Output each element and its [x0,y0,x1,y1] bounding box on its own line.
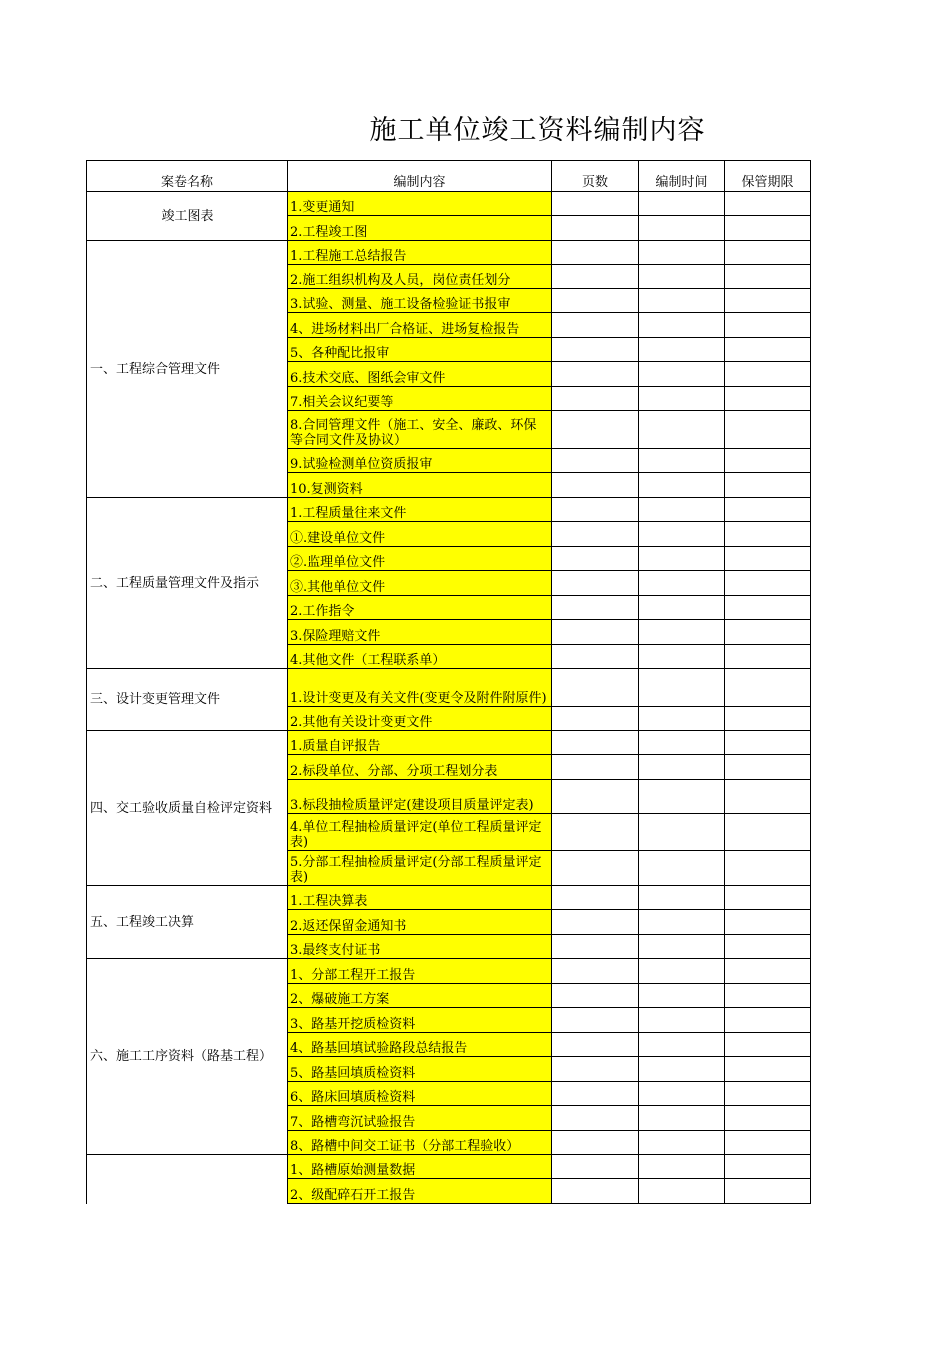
compile-time-cell[interactable] [639,886,725,910]
compile-time-cell[interactable] [639,596,725,620]
pages-cell[interactable] [552,596,639,620]
content-item-cell [288,620,552,645]
compile-time-cell[interactable] [639,522,725,547]
content-item-cell [288,498,552,522]
compile-time-cell[interactable] [639,192,725,216]
compile-time-cell[interactable] [639,1106,725,1131]
pages-cell[interactable] [552,1179,639,1204]
content-item-text: ②.监理单位文件 [290,555,386,570]
retention-cell[interactable] [725,411,811,449]
content-item-cell [288,886,552,910]
retention-cell[interactable] [725,596,811,620]
compile-time-cell[interactable] [639,1082,725,1106]
compile-time-cell[interactable] [639,1033,725,1057]
compile-time-cell[interactable] [639,1155,725,1179]
content-item-text: 8、路槽中间交工证书（分部工程验收） [290,1139,520,1154]
retention-cell[interactable] [725,669,811,707]
compile-time-cell[interactable] [639,1008,725,1033]
page-title: 施工单位竣工资料编制内容 [369,115,706,146]
category-cell: 竣工图表 [87,192,288,241]
pages-cell[interactable] [552,498,639,522]
retention-cell[interactable] [725,498,811,522]
compile-time-cell[interactable] [639,1131,725,1155]
retention-cell[interactable] [725,959,811,984]
pages-cell[interactable] [552,886,639,910]
compile-time-cell[interactable] [639,449,725,473]
pages-cell[interactable] [552,1082,639,1106]
content-item-cell [288,1106,552,1131]
retention-cell[interactable] [725,1131,811,1155]
compile-time-cell[interactable] [639,362,725,387]
retention-cell[interactable] [725,547,811,571]
content-item-cell [288,522,552,547]
pages-cell[interactable] [552,851,639,886]
content-item-cell [288,216,552,241]
content-item-text: 3.试验、测量、施工设备检验证书报审 [290,297,511,312]
content-item-text: 10.复测资料 [290,482,363,497]
compile-time-cell[interactable] [639,814,725,851]
content-item-text: 6.技术交底、图纸会审文件 [290,371,446,386]
content-item-cell [288,1033,552,1057]
header-retention: 保管期限 [725,161,811,192]
archive-table [86,160,811,1204]
pages-cell[interactable] [552,411,639,449]
compile-time-cell[interactable] [639,265,725,289]
content-item-text: 1.变更通知 [290,200,355,215]
content-item-cell [288,338,552,362]
retention-cell[interactable] [725,910,811,935]
header-row [87,161,811,192]
table-row [87,498,811,522]
category-cell: 三、设计变更管理文件 [87,669,288,731]
content-item-cell [288,780,552,814]
table-row [87,731,811,755]
content-item-text: 3.最终支付证书 [290,943,381,958]
pages-cell[interactable] [552,669,639,707]
pages-cell[interactable] [552,473,639,498]
content-item-text: 4.其他文件（工程联系单） [290,653,446,668]
content-item-cell [288,910,552,935]
content-item-cell [288,596,552,620]
content-item-text: 4.单位工程抽检质量评定(单位工程质量评定表) [290,820,542,850]
content-item-text: 3.标段抽检质量评定(建设项目质量评定表) [290,798,534,813]
compile-time-cell[interactable] [639,707,725,731]
content-item-text: 2.标段单位、分部、分项工程划分表 [290,764,498,779]
pages-cell[interactable] [552,1057,639,1082]
content-item-cell [288,814,552,851]
header-pages: 页数 [552,161,639,192]
header-content: 编制内容 [288,161,552,192]
compile-time-cell[interactable] [639,313,725,338]
retention-cell[interactable] [725,313,811,338]
pages-cell[interactable] [552,571,639,596]
content-item-text: 5.分部工程抽检质量评定(分部工程质量评定表) [290,855,542,885]
retention-cell[interactable] [725,522,811,547]
retention-cell[interactable] [725,851,811,886]
pages-cell[interactable] [552,1008,639,1033]
content-item-cell [288,547,552,571]
retention-cell[interactable] [725,1008,811,1033]
retention-cell[interactable] [725,192,811,216]
content-item-text: 1.工程质量往来文件 [290,506,407,521]
compile-time-cell[interactable] [639,669,725,707]
content-item-text: 2、爆破施工方案 [290,992,390,1007]
content-item-cell [288,1008,552,1033]
compile-time-cell[interactable] [639,645,725,669]
content-item-text: 2.工作指令 [290,604,355,619]
pages-cell[interactable] [552,265,639,289]
content-item-cell [288,362,552,387]
compile-time-cell[interactable] [639,338,725,362]
category-cell: 五、工程竣工决算 [87,886,288,959]
content-item-text: 9.试验检测单位资质报审 [290,457,433,472]
compile-time-cell[interactable] [639,1057,725,1082]
retention-cell[interactable] [725,449,811,473]
content-item-cell [288,959,552,984]
content-item-text: 2.返还保留金通知书 [290,919,407,934]
retention-cell[interactable] [725,1033,811,1057]
content-item-cell [288,289,552,313]
content-item-cell [288,731,552,755]
retention-cell[interactable] [725,886,811,910]
pages-cell[interactable] [552,707,639,731]
content-item-text: 6、路床回填质检资料 [290,1090,416,1105]
content-item-text: 2.其他有关设计变更文件 [290,715,433,730]
table-row [87,886,811,910]
pages-cell[interactable] [552,910,639,935]
content-item-text: 4、进场材料出厂合格证、进场复检报告 [290,322,520,337]
pages-cell[interactable] [552,547,639,571]
content-item-cell [288,571,552,596]
compile-time-cell[interactable] [639,755,725,780]
content-item-cell [288,241,552,265]
content-item-cell [288,411,552,449]
compile-time-cell[interactable] [639,984,725,1008]
pages-cell[interactable] [552,780,639,814]
table-row [87,669,811,707]
content-item-text: ③.其他单位文件 [290,580,386,595]
content-item-cell [288,1057,552,1082]
content-item-text: 7、路槽弯沉试验报告 [290,1115,416,1130]
content-item-cell [288,387,552,411]
content-item-text: 5、路基回填质检资料 [290,1066,416,1081]
content-item-text: 1.工程施工总结报告 [290,249,407,264]
table-row [87,959,811,984]
content-item-text: 8.合同管理文件（施工、安全、廉政、环保等合同文件及协议） [290,418,537,448]
content-item-cell [288,313,552,338]
category-cell: 一、工程综合管理文件 [87,241,288,498]
pages-cell[interactable] [552,449,639,473]
content-item-text: 2、级配碎石开工报告 [290,1188,416,1203]
pages-cell[interactable] [552,959,639,984]
retention-cell[interactable] [725,755,811,780]
pages-cell[interactable] [552,1033,639,1057]
pages-cell[interactable] [552,1155,639,1179]
retention-cell[interactable] [725,216,811,241]
compile-time-cell[interactable] [639,473,725,498]
pages-cell[interactable] [552,362,639,387]
category-cell: 二、工程质量管理文件及指示 [87,498,288,669]
retention-cell[interactable] [725,387,811,411]
pages-cell[interactable] [552,620,639,645]
pages-cell[interactable] [552,984,639,1008]
retention-cell[interactable] [725,780,811,814]
retention-cell[interactable] [725,265,811,289]
retention-cell[interactable] [725,473,811,498]
content-item-text: 3、路基开挖质检资料 [290,1017,416,1032]
content-item-text: 4、路基回填试验路段总结报告 [290,1041,468,1056]
compile-time-cell[interactable] [639,1179,725,1204]
content-item-text: 7.相关会议纪要等 [290,395,394,410]
content-item-text: 5、各种配比报审 [290,346,390,361]
retention-cell[interactable] [725,814,811,851]
content-item-text: 3.保险理赔文件 [290,629,381,644]
pages-cell[interactable] [552,338,639,362]
category-cell [87,1155,288,1204]
content-item-text: 2.施工组织机构及人员，岗位责任划分 [290,273,511,288]
retention-cell[interactable] [725,1155,811,1179]
retention-cell[interactable] [725,984,811,1008]
retention-cell[interactable] [725,707,811,731]
pages-cell[interactable] [552,216,639,241]
pages-cell[interactable] [552,522,639,547]
compile-time-cell[interactable] [639,910,725,935]
compile-time-cell[interactable] [639,216,725,241]
compile-time-cell[interactable] [639,289,725,313]
content-item-cell [288,851,552,886]
category-cell: 四、交工验收质量自检评定资料 [87,731,288,886]
retention-cell[interactable] [725,338,811,362]
pages-cell[interactable] [552,731,639,755]
retention-cell[interactable] [725,1082,811,1106]
compile-time-cell[interactable] [639,959,725,984]
pages-cell[interactable] [552,192,639,216]
retention-cell[interactable] [725,1179,811,1204]
compile-time-cell[interactable] [639,935,725,959]
pages-cell[interactable] [552,645,639,669]
retention-cell[interactable] [725,289,811,313]
content-item-cell [288,935,552,959]
retention-cell[interactable] [725,1057,811,1082]
compile-time-cell[interactable] [639,731,725,755]
category-cell: 六、施工工序资料（路基工程） [87,959,288,1155]
content-item-text: 1.工程决算表 [290,894,368,909]
pages-cell[interactable] [552,814,639,851]
pages-cell[interactable] [552,313,639,338]
compile-time-cell[interactable] [639,571,725,596]
content-item-cell [288,755,552,780]
content-item-cell [288,669,552,707]
header-compile-time: 编制时间 [639,161,725,192]
content-item-text: 1.质量自评报告 [290,739,381,754]
retention-cell[interactable] [725,935,811,959]
content-item-cell [288,707,552,731]
retention-cell[interactable] [725,731,811,755]
content-item-text: 1.设计变更及有关文件(变更令及附件附原件) [290,691,547,706]
retention-cell[interactable] [725,362,811,387]
content-item-text: 1、路槽原始测量数据 [290,1163,416,1178]
compile-time-cell[interactable] [639,387,725,411]
compile-time-cell[interactable] [639,411,725,449]
content-item-cell [288,473,552,498]
retention-cell[interactable] [725,645,811,669]
content-item-cell [288,1082,552,1106]
content-item-text: 2.工程竣工图 [290,225,368,240]
pages-cell[interactable] [552,1106,639,1131]
table-row [87,192,811,216]
content-item-cell [288,449,552,473]
content-item-cell [288,645,552,669]
retention-cell[interactable] [725,241,811,265]
pages-cell[interactable] [552,387,639,411]
pages-cell[interactable] [552,289,639,313]
retention-cell[interactable] [725,571,811,596]
content-item-text: ①.建设单位文件 [290,531,386,546]
compile-time-cell[interactable] [639,780,725,814]
compile-time-cell[interactable] [639,620,725,645]
content-item-text: 1、分部工程开工报告 [290,968,416,983]
content-item-cell [288,1155,552,1179]
content-item-cell [288,265,552,289]
retention-cell[interactable] [725,1106,811,1131]
compile-time-cell[interactable] [639,241,725,265]
retention-cell[interactable] [725,620,811,645]
pages-cell[interactable] [552,241,639,265]
table-row [87,241,811,265]
pages-cell[interactable] [552,935,639,959]
content-item-cell [288,984,552,1008]
pages-cell[interactable] [552,1131,639,1155]
compile-time-cell[interactable] [639,851,725,886]
content-item-cell [288,192,552,216]
compile-time-cell[interactable] [639,498,725,522]
content-item-cell [288,1179,552,1204]
content-item-cell [288,1131,552,1155]
pages-cell[interactable] [552,755,639,780]
table-row [87,1155,811,1179]
header-archive-name: 案卷名称 [87,161,288,192]
compile-time-cell[interactable] [639,547,725,571]
